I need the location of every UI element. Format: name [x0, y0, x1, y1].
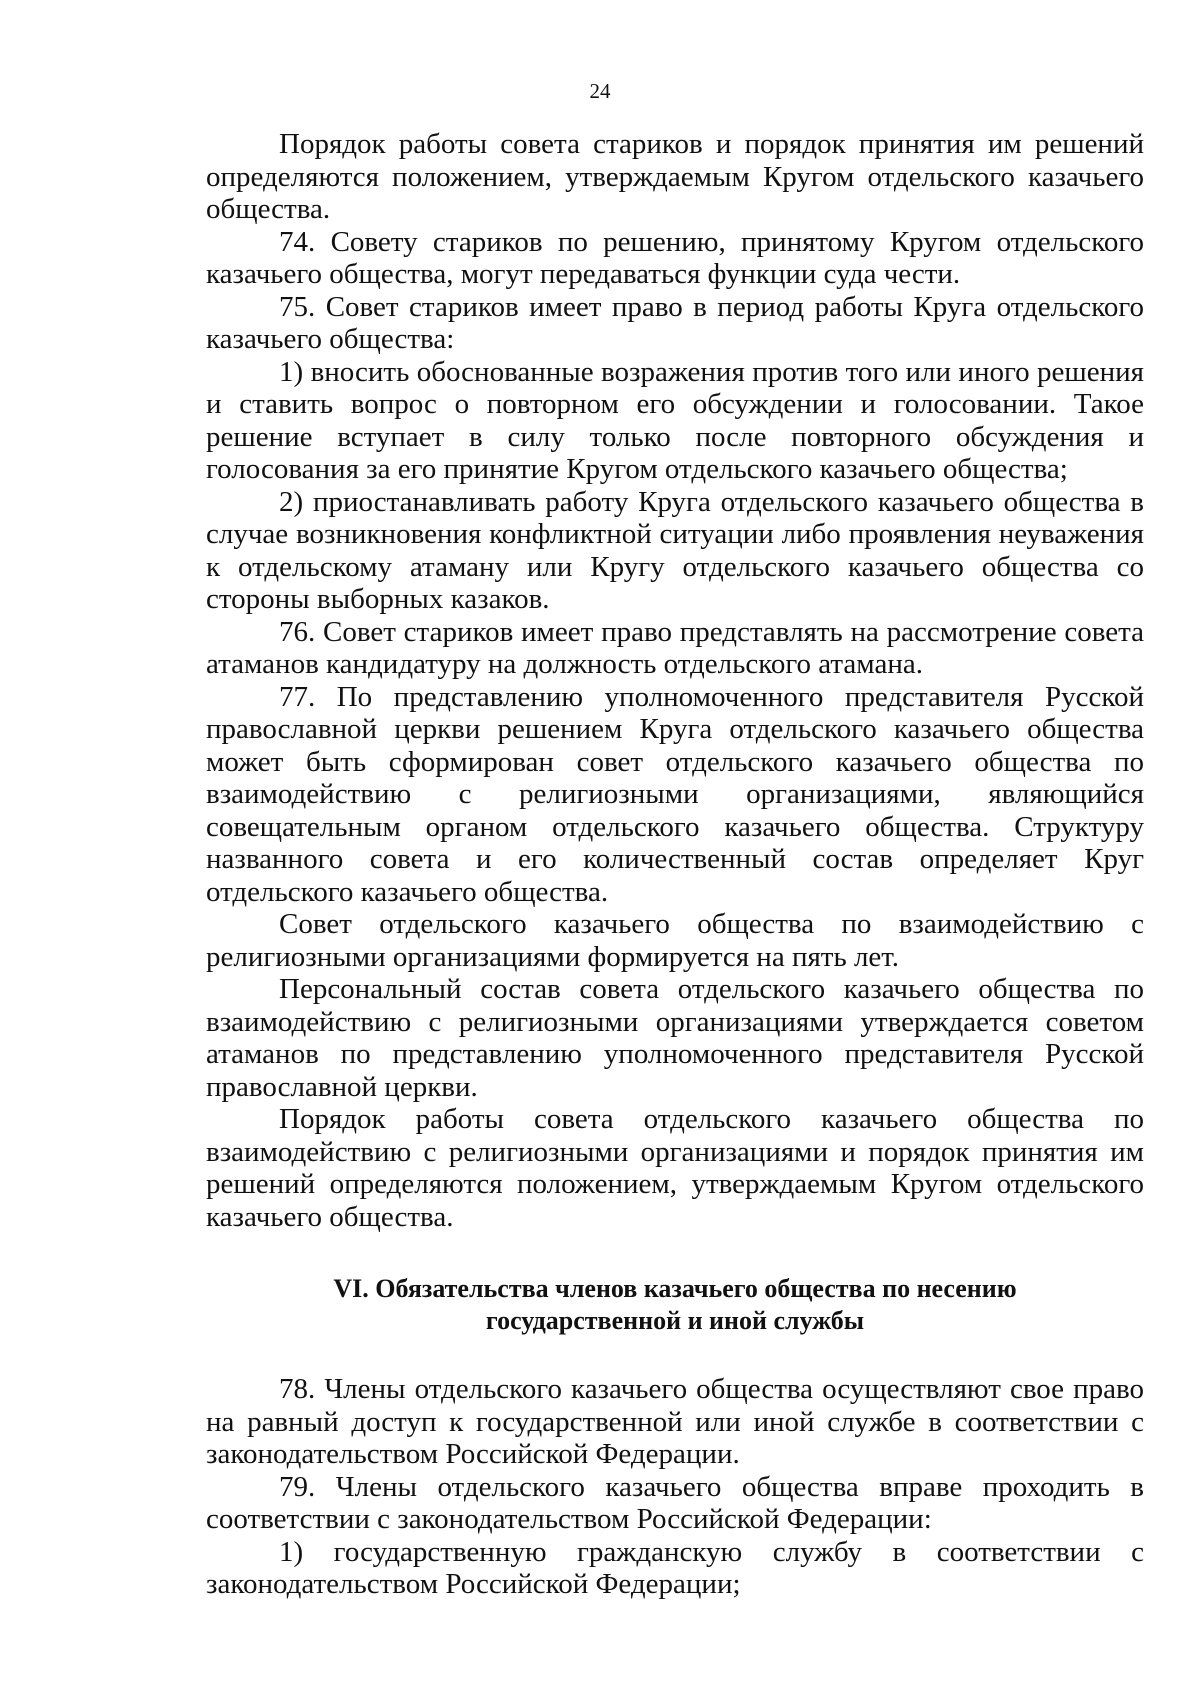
section-heading	[206, 1273, 1144, 1337]
paragraph-77: 77. По представлению уполномоченного представителя Русской православной церкви решением Круга отдельского казачьего общества может быть сформирован совет отдельского казачьего общества по взаимодействию с религиозными организациями, являющийся совещательным органом отдельского казачьего общества. Структуру названного совета и его количественный состав определяет Круг отдельского казачьего общества.	[206, 680, 1144, 908]
paragraph-75-item-2: 2) приостанавливать работу Круга отдельского казачьего общества в случае возникновения конфликтной ситуации либо проявления неуважения к отдельскому атаману или Кругу отдельского казачьего общества со стороны выборных казаков.	[206, 485, 1144, 615]
paragraph-religious-council-term: Совет отдельского казачьего общества по взаимодействию с религиозными организациями формируется на пять лет.	[206, 908, 1144, 973]
section-heading-line-2: государственной и иной службы	[485, 1306, 865, 1335]
paragraph-council-procedure: Порядок работы совета стариков и порядок принятия им решений определяются положением, утверждаемым Кругом отдельского казачьего общества.	[206, 128, 1144, 225]
paragraph-75: 75. Совет стариков имеет право в период работы Круга отдельского казачьего общества:	[206, 290, 1144, 355]
document-body	[206, 128, 1144, 1601]
paragraph-79-item-1: 1) государственную гражданскую службу в соответствии с законодательством Российской Федерации;	[206, 1535, 1144, 1600]
paragraph-religious-council-composition: Персональный состав совета отдельского казачьего общества по взаимодействию с религиозными организациями утверждается советом атаманов по представлению уполномоченного представителя Русской православной церкви.	[206, 973, 1144, 1103]
paragraph-79: 79. Члены отдельского казачьего общества вправе проходить в соответствии с законодательством Российской Федерации:	[206, 1470, 1144, 1535]
paragraph-76: 76. Совет стариков имеет право представлять на рассмотрение совета атаманов кандидатуру на должность отдельского атамана.	[206, 615, 1144, 680]
page-number: 24	[589, 79, 611, 103]
paragraph-religious-council-procedure: Порядок работы совета отдельского казачьего общества по взаимодействию с религиозными организациями и порядок принятия им решений определяются положением, утверждаемым Кругом отдельского казачьего общества.	[206, 1103, 1144, 1233]
paragraph-75-item-1: 1) вносить обоснованные возражения против того или иного решения и ставить вопрос о повторном его обсуждении и голосовании. Такое решение вступает в силу только после повторного обсуждения и голосования за его принятие Кругом отдельского казачьего общества;	[206, 355, 1144, 485]
section-heading-line-1: VI. Обязательства членов казачьего общества по несению	[333, 1274, 1017, 1303]
paragraph-78: 78. Члены отдельского казачьего общества осуществляют свое право на равный доступ к государственной или иной службе в соответствии с законодательством Российской Федерации.	[206, 1373, 1144, 1470]
paragraph-74: 74. Совету стариков по решению, принятому Кругом отдельского казачьего общества, могут передаваться функции суда чести.	[206, 225, 1144, 290]
